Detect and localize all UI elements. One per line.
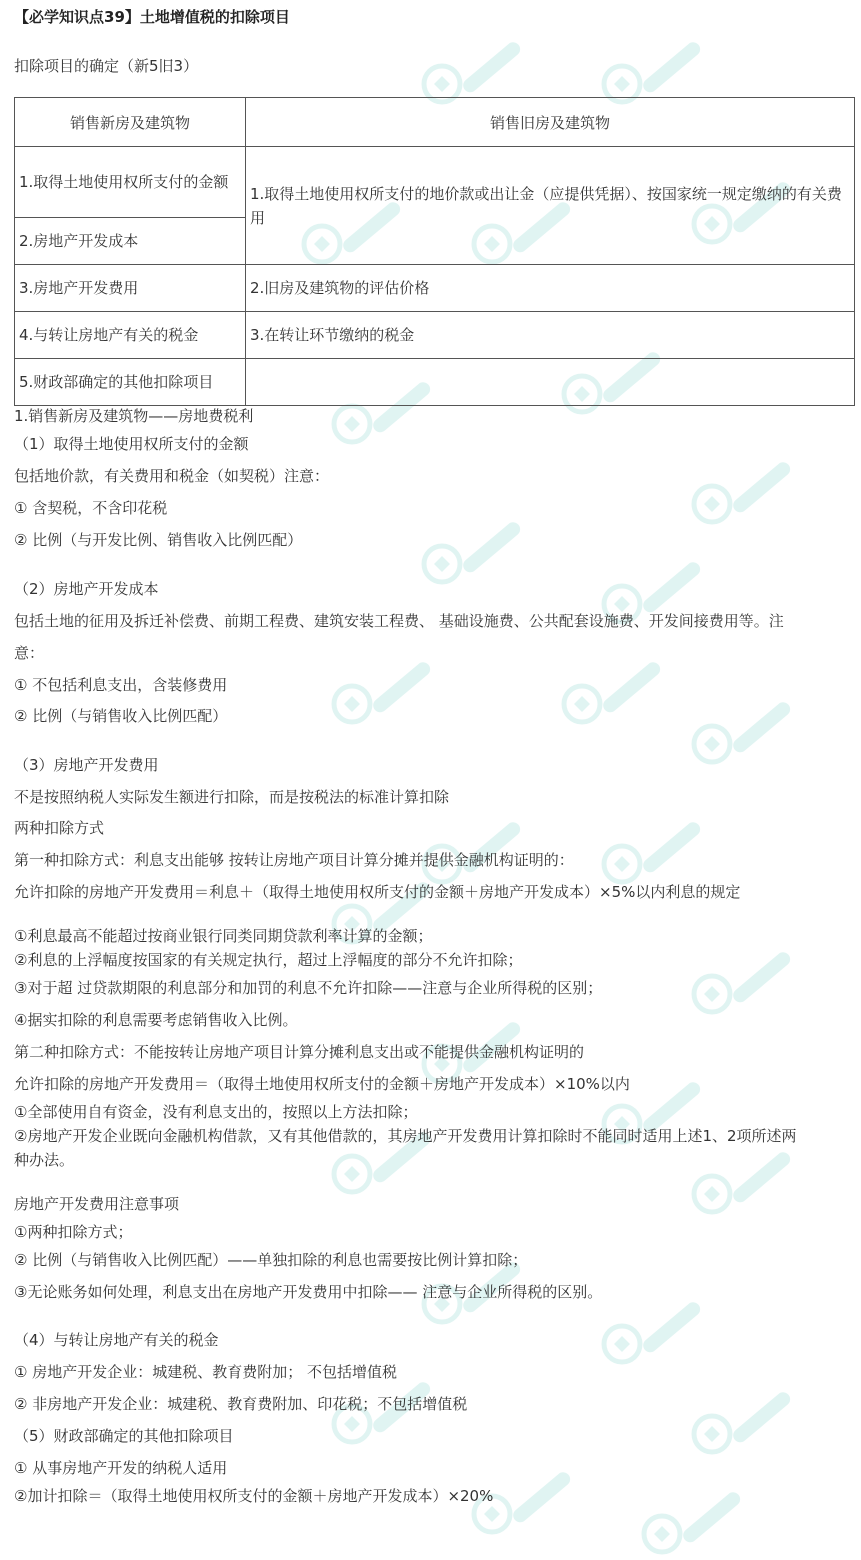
page-title: 【必学知识点39】土地增值税的扣除项目 bbox=[14, 8, 290, 26]
table-row bbox=[15, 265, 855, 312]
table-cell-old-3: 3.在转让环节缴纳的税金 bbox=[246, 312, 855, 359]
subsection-heading: （4）与转让房地产有关的税金 bbox=[14, 1331, 219, 1349]
section-subtitle: 扣除项目的确定（新5旧3） bbox=[14, 57, 199, 75]
paragraph: 第二种扣除方式：不能按转让房地产项目计算分摊利息支出或不能提供金融机构证明的 bbox=[14, 1043, 585, 1061]
chinaacc-logo-icon bbox=[640, 1490, 760, 1560]
table-cell-new-3: 3.房地产开发费用 bbox=[15, 265, 246, 312]
paragraph: 房地产开发费用注意事项 bbox=[14, 1195, 180, 1213]
chinaacc-logo-icon bbox=[420, 520, 540, 590]
list-item: ②利息的上浮幅度按国家的有关规定执行，超过上浮幅度的部分不允许扣除； bbox=[14, 951, 523, 969]
chinaacc-logo-icon bbox=[600, 1300, 720, 1370]
list-item: ③对于超 过贷款期限的利息部分和加罚的利息不允许扣除——注意与企业所得税的区别； bbox=[14, 979, 603, 997]
subsection-heading: （2）房地产开发成本 bbox=[14, 580, 159, 598]
list-item: ① 含契税，不含印花税 bbox=[14, 499, 168, 517]
section-heading: 1.销售新房及建筑物——房地费税利 bbox=[14, 407, 254, 425]
list-item: ① 从事房地产开发的纳税人适用 bbox=[14, 1459, 228, 1477]
list-item: ①两种扣除方式； bbox=[14, 1223, 133, 1241]
table-header-new: 销售新房及建筑物 bbox=[15, 98, 246, 147]
list-item: ④据实扣除的利息需要考虑销售收入比例。 bbox=[14, 1011, 298, 1029]
paragraph: 不是按照纳税人实际发生额进行扣除，而是按税法的标准计算扣除 bbox=[14, 788, 450, 806]
paragraph: 意： bbox=[14, 644, 45, 662]
list-item: ② 比例（与销售收入比例匹配）——单独扣除的利息也需要按比例计算扣除； bbox=[14, 1251, 528, 1269]
table-header-row bbox=[15, 98, 855, 147]
table-row bbox=[15, 312, 855, 359]
table-cell-new-1: 1.取得土地使用权所支付的金额 bbox=[15, 147, 246, 218]
chinaacc-logo-icon bbox=[600, 820, 720, 890]
paragraph: 两种扣除方式 bbox=[14, 819, 105, 837]
list-item: ② 比例（与销售收入比例匹配） bbox=[14, 707, 228, 725]
paragraph: 包括土地的征用及拆迁补偿费、前期工程费、建筑安装工程费、 基础设施费、公共配套设施费、开发间接费用等。注 bbox=[14, 612, 784, 630]
formula: ②加计扣除＝（取得土地使用权所支付的金额＋房地产开发成本）×20% bbox=[14, 1487, 494, 1505]
paragraph: 第一种扣除方式：利息支出能够 按转让房地产项目计算分摊并提供金融机构证明的： bbox=[14, 851, 574, 869]
table-cell-new-5: 5.财政部确定的其他扣除项目 bbox=[15, 359, 246, 406]
list-item: ①全部使用自有资金，没有利息支出的，按照以上方法扣除； bbox=[14, 1103, 418, 1121]
table-cell-new-2: 2.房地产开发成本 bbox=[15, 218, 246, 265]
subsection-heading: （3）房地产开发费用 bbox=[14, 756, 159, 774]
table-cell-old-4 bbox=[246, 359, 855, 406]
table-row bbox=[15, 359, 855, 406]
chinaacc-logo-icon bbox=[330, 1380, 450, 1450]
list-item: ① 房地产开发企业：城建税、教育费附加； 不包括增值税 bbox=[14, 1363, 397, 1381]
list-item-continuation: 种办法。 bbox=[14, 1151, 75, 1169]
table-cell-old-2: 2.旧房及建筑物的评估价格 bbox=[246, 265, 855, 312]
list-item: ③无论账务如何处理，利息支出在房地产开发费用中扣除—— 注意与企业所得税的区别。 bbox=[14, 1283, 603, 1301]
deduction-table bbox=[14, 97, 855, 406]
paragraph: 包括地价款，有关费用和税金（如契税）注意： bbox=[14, 467, 330, 485]
chinaacc-logo-icon bbox=[690, 460, 810, 530]
chinaacc-logo-icon bbox=[690, 950, 810, 1020]
chinaacc-logo-icon bbox=[690, 700, 810, 770]
formula: 允许扣除的房地产开发费用＝利息＋（取得土地使用权所支付的金额＋房地产开发成本）×5%以内利息的规定 bbox=[14, 883, 741, 901]
subsection-heading: （1）取得土地使用权所支付的金额 bbox=[14, 435, 249, 453]
list-item: ② 非房地产开发企业：城建税、教育费附加、印花税；不包括增值税 bbox=[14, 1395, 468, 1413]
formula: 允许扣除的房地产开发费用＝（取得土地使用权所支付的金额＋房地产开发成本）×10%以内 bbox=[14, 1075, 630, 1093]
table-cell-old-1: 1.取得土地使用权所支付的地价款或出让金（应提供凭据）、按国家统一规定缴纳的有关费用 bbox=[246, 147, 855, 265]
list-item: ②房地产开发企业既向金融机构借款，又有其他借款的，其房地产开发费用计算扣除时不能同时适用上述1、2项所述两 bbox=[14, 1127, 797, 1145]
list-item: ① 不包括利息支出，含装修费用 bbox=[14, 676, 228, 694]
chinaacc-logo-icon bbox=[690, 1390, 810, 1460]
table-cell-new-4: 4.与转让房地产有关的税金 bbox=[15, 312, 246, 359]
chinaacc-logo-icon bbox=[330, 660, 450, 730]
table-header-old: 销售旧房及建筑物 bbox=[246, 98, 855, 147]
list-item: ② 比例（与开发比例、销售收入比例匹配） bbox=[14, 531, 303, 549]
table-row bbox=[15, 147, 855, 218]
chinaacc-logo-icon bbox=[560, 660, 680, 730]
subsection-heading: （5）财政部确定的其他扣除项目 bbox=[14, 1427, 234, 1445]
list-item: ①利息最高不能超过按商业银行同类同期贷款利率计算的金额； bbox=[14, 927, 433, 945]
chinaacc-logo-icon bbox=[690, 1150, 810, 1220]
